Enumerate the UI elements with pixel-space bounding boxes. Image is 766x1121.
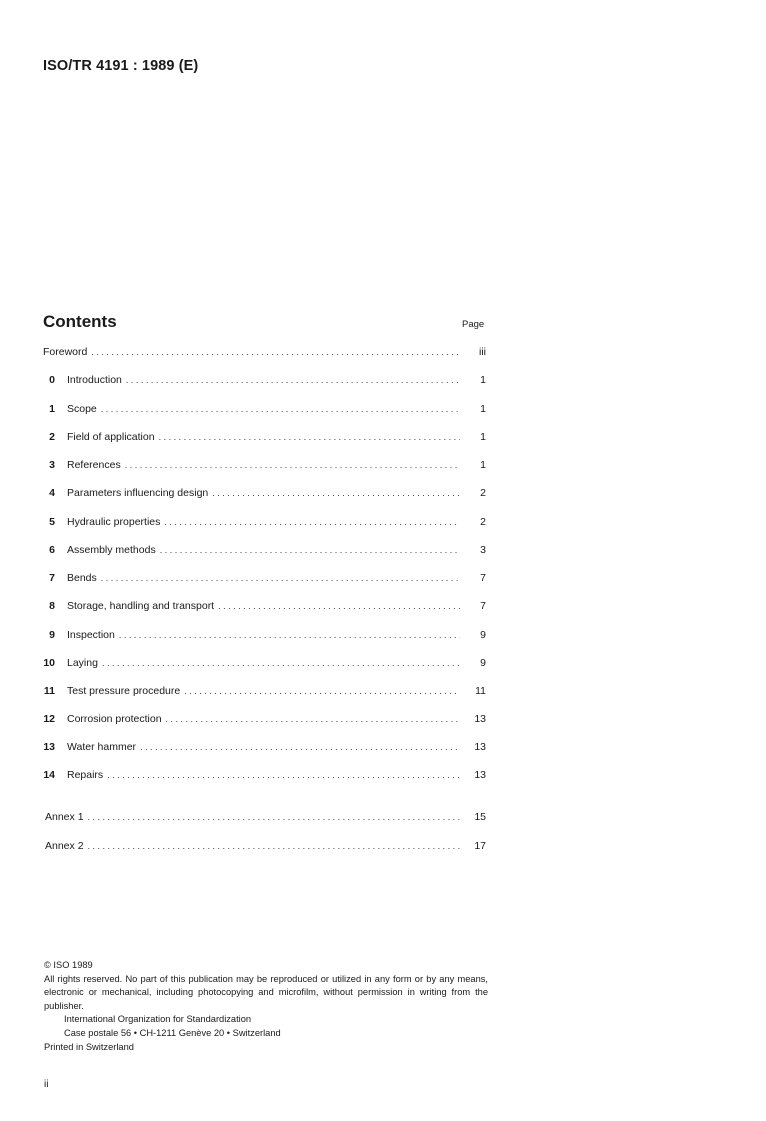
toc-entry-label: Annex 2 (45, 840, 84, 852)
dot-leader (218, 599, 460, 613)
dot-leader (126, 373, 460, 387)
dot-leader (119, 628, 460, 642)
dot-leader (166, 712, 460, 726)
toc-entry-references[interactable] (43, 456, 486, 472)
dot-leader (102, 656, 460, 670)
dot-leader (184, 684, 460, 698)
toc-entry-foreword[interactable] (43, 343, 486, 359)
dot-leader (88, 839, 460, 853)
toc-entry-page: 7 (480, 600, 486, 612)
toc-entry-number: 6 (49, 544, 55, 556)
toc-entry-laying[interactable] (43, 654, 486, 670)
toc-entry-page: 2 (480, 487, 486, 499)
toc-entry-label: Foreword (43, 346, 88, 358)
toc-entry-number: 3 (49, 459, 55, 471)
dot-leader (107, 768, 460, 782)
page-column-heading: Page (462, 319, 485, 330)
dot-leader (212, 486, 460, 500)
toc-entry-label: Corrosion protection (67, 713, 162, 725)
toc-entry-page: 17 (474, 840, 486, 852)
toc-entry-number: 12 (43, 713, 55, 725)
toc-entry-number: 2 (49, 431, 55, 443)
toc-entry-page: 2 (480, 516, 486, 528)
toc-entry-page: 13 (474, 741, 486, 753)
toc-entry-label: Hydraulic properties (67, 516, 161, 528)
toc-entry-label: Test pressure procedure (67, 685, 181, 697)
dot-leader (125, 458, 460, 472)
toc-entry-label: Water hammer (67, 741, 137, 753)
toc-entry-page: 3 (480, 544, 486, 556)
copyright-line: © ISO 1989 (44, 960, 93, 970)
toc-entry-number: 1 (49, 403, 55, 415)
toc-entry-number: 13 (43, 741, 55, 753)
toc-entry-page: 11 (475, 685, 486, 697)
toc-entry-label: References (67, 459, 121, 471)
toc-entry-label: Assembly methods (67, 544, 156, 556)
toc-entry-label: Bends (67, 572, 97, 584)
toc-entry-number: 0 (49, 374, 55, 386)
toc-entry-page: 1 (480, 431, 486, 443)
toc-entry-label: Laying (67, 657, 98, 669)
toc-entry-label: Storage, handling and transport (67, 600, 215, 612)
toc-entry-page: 1 (480, 403, 486, 415)
toc-entry-page: 13 (474, 713, 486, 725)
toc-entry-scope[interactable] (43, 400, 486, 416)
toc-entry-storage-handling-transport[interactable] (43, 597, 486, 613)
organization-address: Case postale 56 • CH-1211 Genève 20 • Switzerland (64, 1027, 281, 1038)
toc-entry-label: Parameters influencing design (67, 487, 209, 499)
toc-entry-page: 9 (480, 657, 486, 669)
toc-entry-label: Introduction (67, 374, 122, 386)
toc-entry-page: iii (479, 346, 486, 358)
toc-entry-annex-2[interactable] (45, 837, 486, 853)
rights-statement: All rights reserved. No part of this publication may be reproduced or utilized in any form or by any means, electronic or mechanical, including photocopying and microfilm, without permission in writing from the publisher. (44, 973, 488, 1011)
toc-entry-number: 14 (43, 769, 55, 781)
toc-entry-number: 5 (49, 516, 55, 528)
toc-entry-page: 15 (474, 811, 486, 823)
toc-entry-page: 1 (480, 459, 486, 471)
toc-entry-assembly-methods[interactable] (43, 541, 486, 557)
toc-entry-label: Scope (67, 403, 97, 415)
toc-entry-number: 9 (49, 629, 55, 641)
toc-entry-page: 9 (480, 629, 486, 641)
organization-name: International Organization for Standardization (64, 1014, 252, 1025)
toc-entry-number: 8 (49, 600, 55, 612)
toc-entry-label: Field of application (67, 431, 155, 443)
dot-leader (101, 571, 460, 585)
dot-leader (101, 402, 460, 416)
toc-entry-bends[interactable] (43, 569, 486, 585)
toc-entry-test-pressure-procedure[interactable] (43, 682, 486, 698)
toc-entry-number: 11 (43, 685, 55, 697)
toc-entry-page: 1 (480, 374, 486, 386)
dot-leader (164, 515, 460, 529)
dot-leader (160, 543, 460, 557)
dot-leader (88, 810, 460, 824)
toc-entry-label: Inspection (67, 629, 115, 641)
toc-entry-page: 13 (474, 769, 486, 781)
toc-entry-annex-1[interactable] (45, 808, 486, 824)
toc-entry-page: 7 (480, 572, 486, 584)
printed-in: Printed in Switzerland (44, 1041, 134, 1052)
toc-entry-label: Repairs (67, 769, 104, 781)
dot-leader (91, 345, 460, 359)
page-number: ii (44, 1079, 49, 1090)
toc-entry-inspection[interactable] (43, 626, 486, 642)
toc-entry-number: 7 (49, 572, 55, 584)
toc-entry-number: 10 (43, 657, 55, 669)
toc-entry-field-of-application[interactable] (43, 428, 486, 444)
copyright-notice (44, 959, 488, 1054)
dot-leader (159, 430, 460, 444)
toc-entry-label: Annex 1 (45, 811, 84, 823)
contents-heading: Contents (43, 312, 117, 331)
document-identifier: ISO/TR 4191 : 1989 (E) (43, 58, 199, 74)
toc-entry-water-hammer[interactable] (43, 738, 486, 754)
toc-entry-hydraulic-properties[interactable] (43, 513, 486, 529)
toc-entry-corrosion-protection[interactable] (43, 710, 486, 726)
toc-entry-repairs[interactable] (43, 766, 486, 782)
toc-entry-parameters-influencing-design[interactable] (43, 484, 486, 500)
toc-entry-number: 4 (49, 487, 55, 499)
dot-leader (140, 740, 460, 754)
toc-entry-introduction[interactable] (43, 371, 486, 387)
